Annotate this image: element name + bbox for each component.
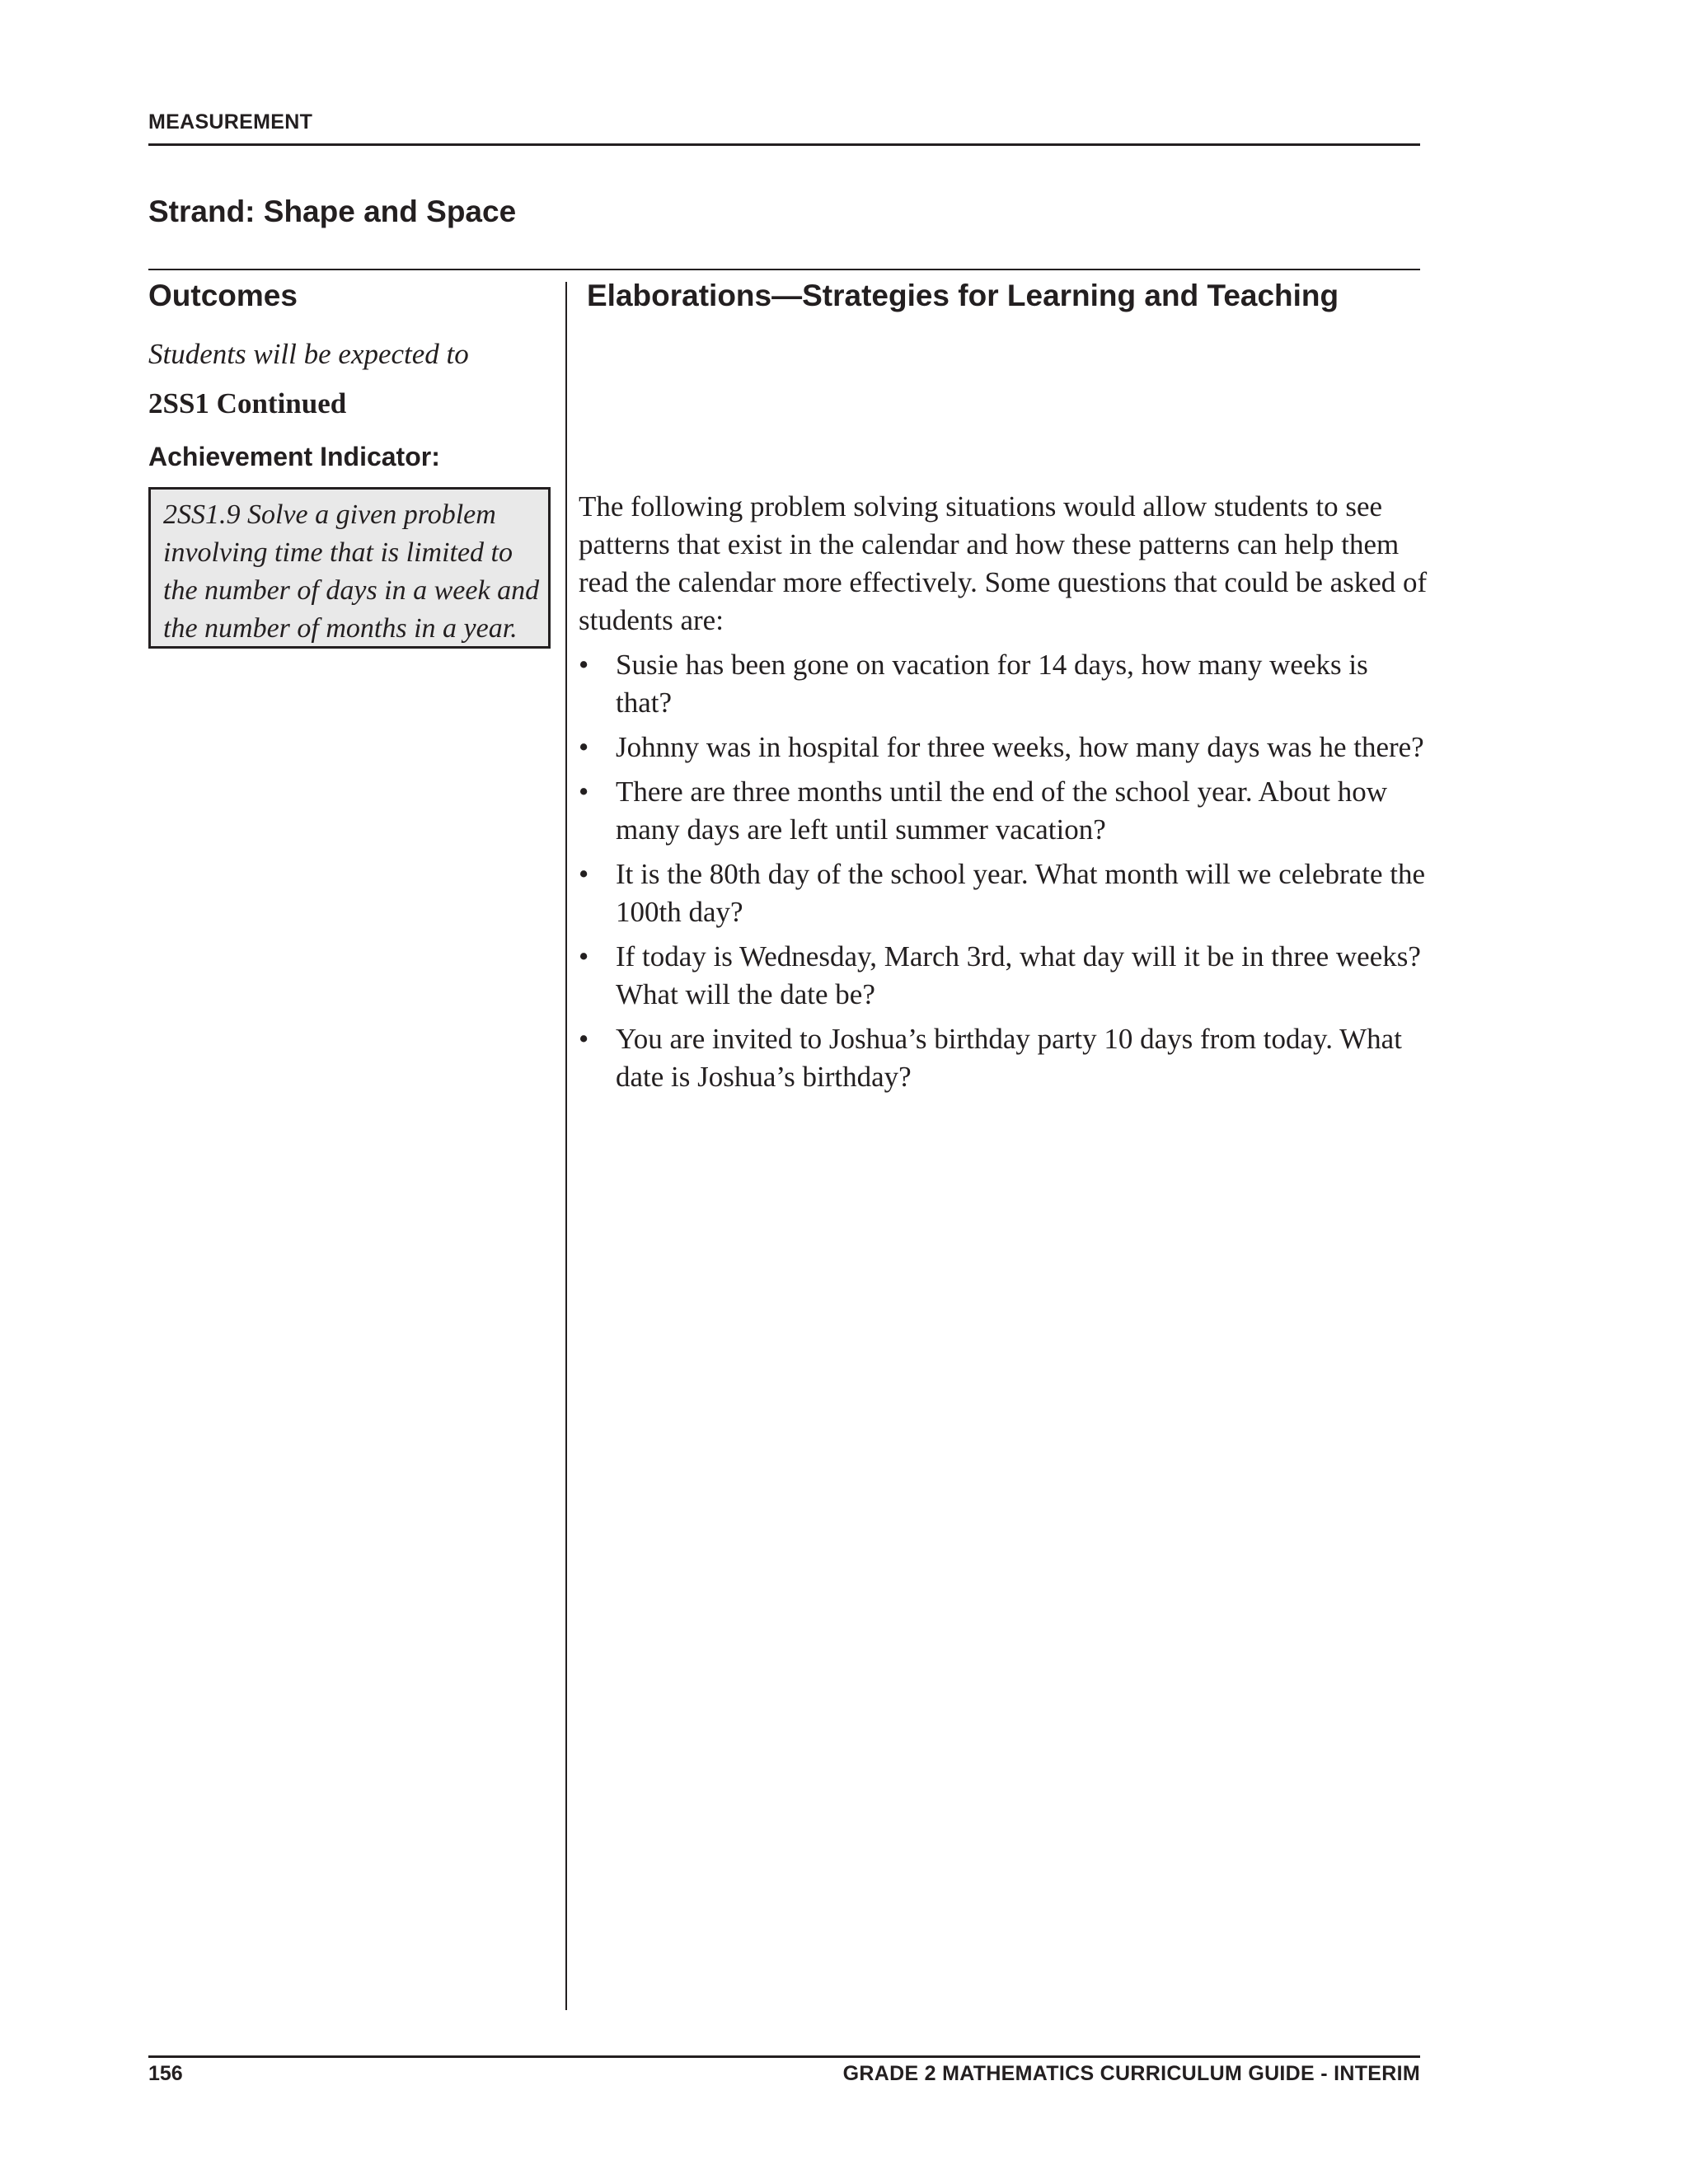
list-item — [579, 1020, 1428, 1096]
elaborations-intro: The following problem solving situations would allow students to see patterns that exist in the calendar and how these patterns can help them read the calendar more effectively. Some questions that could be asked of students are: — [579, 490, 1428, 636]
outcomes-heading: Outcomes — [148, 279, 298, 312]
list-item — [579, 729, 1428, 766]
list-item — [579, 855, 1428, 931]
bullet-icon: • — [579, 731, 589, 763]
outcome-continued-label: 2SS1 Continued — [148, 387, 347, 419]
list-item-text: It is the 80th day of the school year. What month will we celebrate the 100th day? — [616, 858, 1425, 928]
list-item — [579, 773, 1428, 849]
bullet-icon: • — [579, 776, 589, 808]
achievement-indicator-text: 2SS1.9 Solve a given problem involving time that is limited to the number of days in a week and the number of months in a year. — [163, 499, 540, 644]
columns-top-rule — [148, 269, 1420, 270]
list-item-text: If today is Wednesday, March 3rd, what day will it be in three weeks? What will the date be? — [616, 940, 1421, 1010]
footer-guide-title: GRADE 2 MATHEMATICS CURRICULUM GUIDE - INTERIM — [842, 2062, 1420, 2085]
bullet-icon: • — [579, 1023, 589, 1055]
elaborations-heading: Elaborations—Strategies for Learning and Teaching — [587, 279, 1339, 312]
page-number: 156 — [148, 2062, 183, 2085]
strand-title: Strand: Shape and Space — [148, 194, 517, 228]
elaborations-body — [579, 488, 1428, 1103]
footer-rule — [148, 2055, 1420, 2058]
question-list — [579, 646, 1428, 1096]
list-item-text: You are invited to Joshua’s birthday party 10 days from today. What date is Joshua’s birthday? — [616, 1023, 1402, 1093]
list-item — [579, 938, 1428, 1014]
bullet-icon: • — [579, 940, 589, 972]
bullet-icon: • — [579, 858, 589, 890]
bullet-icon: • — [579, 649, 589, 681]
achievement-indicator-box — [148, 487, 551, 649]
list-item-text: Susie has been gone on vacation for 14 days, how many weeks is that? — [616, 649, 1368, 719]
list-item — [579, 646, 1428, 722]
header-rule — [148, 143, 1420, 146]
list-item-text: Johnny was in hospital for three weeks, how many days was he there? — [616, 731, 1424, 763]
column-divider — [565, 282, 567, 2010]
section-label: MEASUREMENT — [148, 110, 313, 134]
list-item-text: There are three months until the end of the school year. About how many days are left until summer vacation? — [616, 776, 1387, 846]
achievement-indicator-label: Achievement Indicator: — [148, 442, 440, 471]
expected-text: Students will be expected to — [148, 338, 469, 370]
